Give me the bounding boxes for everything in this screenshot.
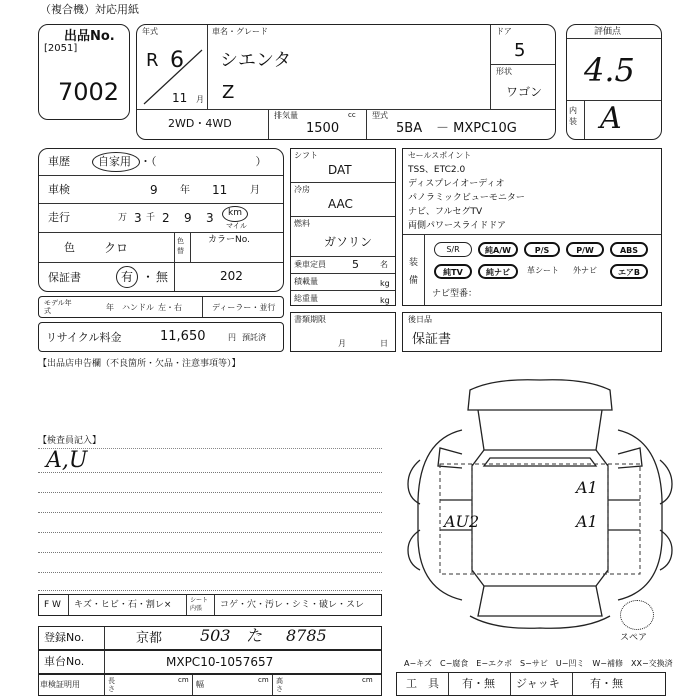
recycle-note: 預託済 xyxy=(242,333,266,342)
car-damage-diagram xyxy=(400,370,680,630)
equip-genuine-aw: 純A/W xyxy=(478,242,518,257)
equip-genuine-nav: 純ナビ xyxy=(478,264,518,279)
mileage-man: 万 xyxy=(118,213,128,223)
shape-value: ワゴン xyxy=(506,85,543,99)
year-value: 6 xyxy=(170,48,184,73)
model-label: 型式 xyxy=(372,111,388,120)
colorno-value: 202 xyxy=(220,269,243,283)
model-code: － MXPC10G xyxy=(436,121,517,136)
size-length-label: 長さ xyxy=(108,677,115,693)
history-value: 自家用 xyxy=(98,155,131,168)
inspection-label: 車検 xyxy=(48,183,70,196)
sales-point-3: パノラミックビューモニター xyxy=(408,193,525,203)
lot-label: 出品No. xyxy=(64,29,115,44)
registration-class: 503 xyxy=(200,626,231,645)
seat-items: コゲ・穴・汚レ・シミ・破レ・スレ xyxy=(220,600,365,610)
mileage-digit-1: 3 xyxy=(134,211,142,225)
fw-items: キズ・ヒビ・石・割レ× xyxy=(74,600,172,610)
displacement-value: 1500 xyxy=(306,121,340,136)
chassis-label: 車台No. xyxy=(44,655,85,668)
aircon-label: 冷房 xyxy=(294,185,310,194)
chassis-value: MXPC10-1057657 xyxy=(166,655,274,669)
handle-label: ハンドル xyxy=(122,303,154,312)
shift-label: シフト xyxy=(294,151,318,160)
equip-ps: P/S xyxy=(524,242,560,257)
inspection-year-unit: 年 xyxy=(180,185,190,196)
mileage-mile: マイル xyxy=(226,222,247,230)
car-grade: Z xyxy=(222,82,235,103)
seat-label: シート内張 xyxy=(190,597,209,612)
year-era: R xyxy=(146,50,159,71)
damage-legend: A−キズ C−腐食 E−エクボ S−サビ U−凹ミ W−補修 XX−交換済 xyxy=(404,659,673,668)
equipment-label: 装備 xyxy=(409,258,419,286)
size-height-label: 高さ xyxy=(276,677,283,693)
displacement-unit: cc xyxy=(348,111,356,119)
sales-point-4: ナビ、フルセグTV xyxy=(408,207,483,217)
document-month: 月 xyxy=(338,339,346,348)
interior-value: A xyxy=(600,101,622,136)
warranty-no: 無 xyxy=(156,270,169,284)
inspector-note: A,U xyxy=(46,448,88,473)
year-label: 年式 xyxy=(142,27,158,36)
load-label: 積載量 xyxy=(294,277,318,286)
warranty-yes: 有 xyxy=(121,270,134,284)
registration-kana: た xyxy=(246,626,263,645)
model-year-label: モデル年式 xyxy=(44,299,72,315)
mileage-digit-2: 2 xyxy=(162,211,170,225)
equip-external-nav: 外ナビ xyxy=(573,266,597,275)
doors-value: 5 xyxy=(514,40,526,61)
tools-label: 工 具 xyxy=(406,677,439,690)
fuel-label: 燃料 xyxy=(294,219,310,228)
capacity-label: 乗車定員 xyxy=(294,260,326,269)
jack-value: 有・無 xyxy=(590,677,623,690)
colorno-label: カラーNo. xyxy=(208,235,250,245)
size-label: 車検証明用 xyxy=(40,680,80,689)
warranty-label: 保証書 xyxy=(48,271,81,284)
equip-abs: ABS xyxy=(610,242,648,257)
interior-label: 内装 xyxy=(569,106,577,126)
registration-number: 8785 xyxy=(286,626,327,645)
mileage-digit-3: 9 xyxy=(184,211,192,225)
model-year-unit: 年 xyxy=(106,303,114,312)
recycle-label: リサイクル料金 xyxy=(46,331,122,344)
recycle-value: 11,650 xyxy=(160,329,206,344)
equip-leather: 革シート xyxy=(527,266,559,275)
sales-point-5: 両側パワースライドドア xyxy=(408,221,507,231)
jack-label: ジャッキ xyxy=(516,677,560,690)
later-value: 保証書 xyxy=(412,332,452,347)
sales-point-label: セールスポイント xyxy=(408,151,472,160)
spare-tire-icon xyxy=(620,600,654,630)
mileage-sen: 千 xyxy=(146,213,156,223)
nav-model-label: ナビ型番： xyxy=(432,289,478,299)
year-month-unit: 月 xyxy=(196,95,204,104)
mileage-km: km xyxy=(228,208,242,218)
fw-label: F W xyxy=(44,600,61,610)
inspection-month: 11 xyxy=(212,183,228,197)
gross-unit: kg xyxy=(380,296,390,305)
tools-value: 有・無 xyxy=(462,677,495,690)
handle-lr: 左・右 xyxy=(158,303,182,312)
color-value: クロ xyxy=(104,241,129,255)
later-label: 後日品 xyxy=(408,315,432,324)
size-length-unit: cm xyxy=(178,676,189,684)
car-name: シエンタ xyxy=(220,50,292,71)
document-day: 日 xyxy=(380,339,388,348)
mileage-label: 走行 xyxy=(48,211,70,224)
damage-au2: AU2 xyxy=(444,512,480,531)
size-width-unit: cm xyxy=(258,676,269,684)
equip-pw: P/W xyxy=(566,242,604,257)
name-label: 車名・グレード xyxy=(212,27,268,36)
document-label: 書類期限 xyxy=(294,315,326,324)
color-change-label: 色替 xyxy=(177,237,184,255)
drive-type: 2WD・4WD xyxy=(168,117,232,130)
aircon-value: AAC xyxy=(328,197,353,211)
shape-label: 形状 xyxy=(496,67,512,76)
size-width-label: 幅 xyxy=(196,680,204,689)
recycle-unit: 円 xyxy=(228,333,236,342)
inspection-year: 9 xyxy=(150,183,158,197)
capacity-value: 5 xyxy=(352,258,359,271)
dealer-type: ディーラー・並行 xyxy=(212,303,276,312)
size-row xyxy=(38,674,382,696)
fuel-value: ガソリン xyxy=(324,235,373,249)
form-title: （複合機）対応用紙 xyxy=(40,3,139,16)
sales-point-1: TSS、ETC2.0 xyxy=(408,165,466,175)
history-label: 車歴 xyxy=(48,155,70,168)
sales-point-2: ディスプレイオーディオ xyxy=(408,179,505,189)
doors-label: ドア xyxy=(496,27,512,36)
seller-note-label: 【出品店申告欄（不良箇所・欠品・注意事項等）】 xyxy=(38,359,241,369)
capacity-unit: 名 xyxy=(380,260,388,269)
size-height-unit: cm xyxy=(362,676,373,684)
shift-value: DAT xyxy=(328,163,352,177)
history-rest: ・（ ） xyxy=(140,155,267,168)
inspection-month-unit: 月 xyxy=(250,185,260,196)
color-label: 色 xyxy=(64,241,75,254)
equip-genuine-tv: 純TV xyxy=(434,264,472,279)
warranty-sep: ・ xyxy=(142,270,155,284)
equip-sunroof: S/R xyxy=(434,242,472,257)
lot-number: 7002 xyxy=(58,78,120,106)
gross-label: 総重量 xyxy=(294,294,318,303)
registration-label: 登録No. xyxy=(44,631,85,644)
displacement-label: 排気量 xyxy=(274,111,298,120)
damage-a1-bottom: A1 xyxy=(576,512,598,531)
inspector-label: 【検査員記入】 xyxy=(38,436,102,446)
spare-label: スペア xyxy=(620,633,648,643)
equip-airbag: エアB xyxy=(610,264,648,279)
registration-city: 京都 xyxy=(136,631,163,646)
year-month: 11 xyxy=(172,91,188,105)
load-unit: kg xyxy=(380,279,390,288)
model-prefix: 5BA xyxy=(396,121,423,136)
lot-tag: [2051] xyxy=(44,43,78,54)
score-value: 4.5 xyxy=(584,51,635,89)
mileage-digit-4: 3 xyxy=(206,211,214,225)
damage-a1-top: A1 xyxy=(576,478,598,497)
score-label: 評価点 xyxy=(594,27,622,37)
